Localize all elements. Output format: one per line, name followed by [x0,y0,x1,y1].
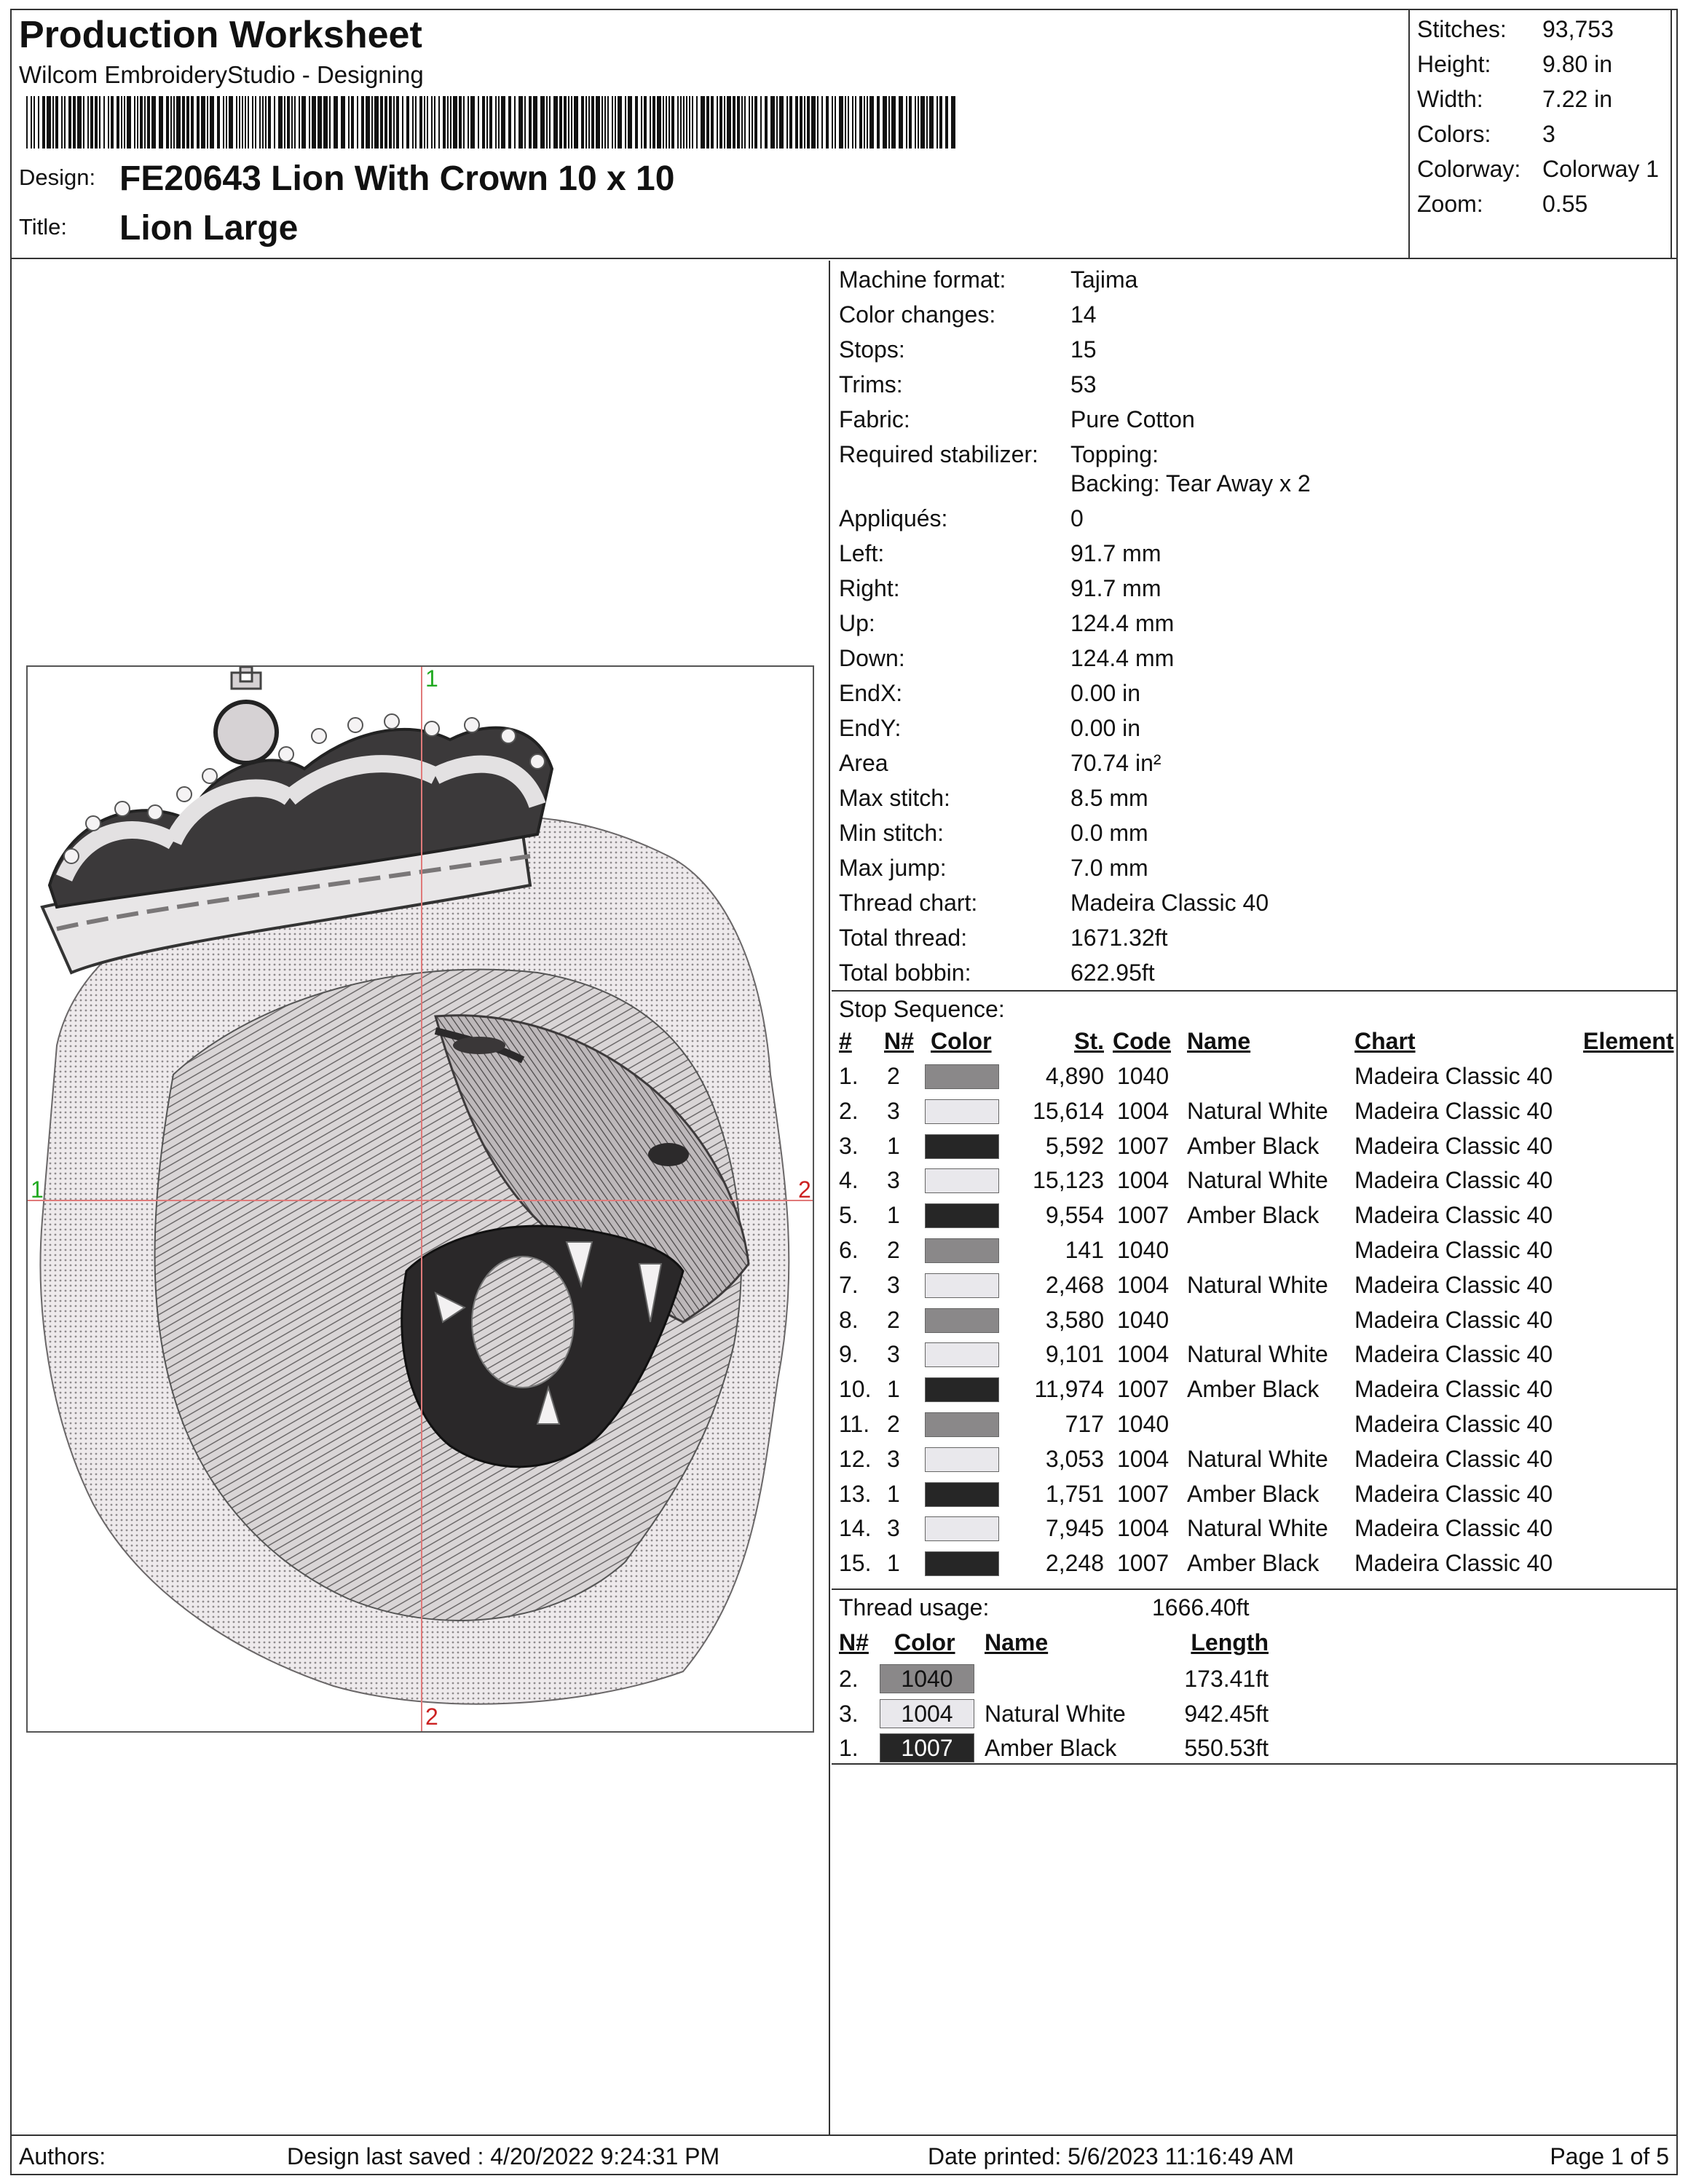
info-label: Total bobbin: [839,960,971,986]
stop-stitches: 15,614 [1033,1097,1104,1124]
software-name: Wilcom EmbroideryStudio - Designing [19,61,424,88]
stop-code: 1007 [1117,1132,1170,1159]
stat-row [1417,16,1614,43]
stop-number: 9. [839,1341,859,1368]
stop-number: 8. [839,1306,859,1333]
stop-code: 1007 [1117,1202,1170,1229]
design-name: FE20643 Lion With Crown 10 x 10 [119,159,675,198]
info-label: Trims: [839,371,903,397]
stop-chart: Madeira Classic 40 [1354,1063,1553,1089]
design-stats [1408,10,1676,259]
info-value: Tajima [1070,266,1138,293]
stop-code: 1007 [1117,1550,1170,1577]
stat-label: Height: [1417,51,1491,77]
stat-value: 9.80 in [1542,51,1613,77]
col-header-chart: Chart [1354,1028,1416,1054]
info-value: Madeira Classic 40 [1070,890,1269,916]
info-value: 15 [1070,336,1097,363]
stop-name: Amber Black [1187,1376,1320,1403]
stop-stitches: 11,974 [1034,1376,1104,1403]
stop-stitches: 9,101 [1045,1341,1104,1368]
stat-row [1417,121,1555,148]
info-label: EndX: [839,680,903,706]
stop-chart: Madeira Classic 40 [1354,1341,1553,1368]
usage-header-color: Color [894,1629,955,1655]
thread-color-swatch [925,1238,999,1263]
stat-value: Colorway 1 [1542,156,1660,182]
info-value: 0 [1070,505,1084,531]
stat-value: 0.55 [1542,191,1588,217]
stop-chart: Madeira Classic 40 [1354,1411,1553,1437]
thread-color-swatch [925,1342,999,1367]
usage-length: 550.53ft [1184,1735,1269,1761]
marker-top: 1 [425,665,438,692]
stop-chart: Madeira Classic 40 [1354,1237,1553,1263]
thread-color-swatch [925,1308,999,1333]
stop-code: 1007 [1117,1376,1170,1403]
thread-color-swatch [925,1447,999,1472]
stop-chart: Madeira Classic 40 [1354,1167,1553,1194]
stat-value: 93,753 [1542,16,1614,42]
stop-thread-n: 3 [887,1445,900,1472]
stop-code: 1004 [1117,1515,1170,1542]
stop-number: 1. [839,1063,859,1089]
marker-bottom: 2 [425,1704,438,1730]
info-value: 124.4 mm [1070,645,1175,671]
stop-thread-n: 3 [887,1097,900,1124]
stat-value: 3 [1542,121,1555,147]
info-label: Appliqués: [839,505,948,531]
info-label: Left: [839,540,885,566]
usage-thread-n: 2. [839,1666,859,1692]
usage-length: 942.45ft [1184,1700,1269,1727]
page-number: Page 1 of 5 [1550,2143,1669,2169]
stat-label: Colorway: [1417,156,1521,182]
usage-header-name: Name [985,1629,1049,1655]
design-title: Lion Large [119,209,299,248]
col-header-n: N# [884,1028,914,1054]
stat-label: Width: [1417,86,1483,112]
worksheet-header [12,10,1676,259]
stop-number: 14. [839,1515,872,1542]
thread-color-swatch [925,1412,999,1437]
design-info-panel [832,261,1676,2134]
stop-thread-n: 3 [887,1341,900,1368]
info-value: Pure Cotton [1070,406,1195,432]
stop-code: 1040 [1117,1411,1170,1437]
info-label: Machine format: [839,266,1006,293]
thread-color-swatch [925,1064,999,1089]
info-value: 7.0 mm [1070,855,1148,881]
col-header-number: # [839,1028,852,1054]
thread-color-swatch [925,1482,999,1507]
usage-header-n: N# [839,1629,869,1655]
info-value: 0.00 in [1070,680,1141,706]
stop-stitches: 3,580 [1045,1306,1104,1333]
info-value: 622.95ft [1070,960,1155,986]
stop-stitches: 5,592 [1045,1132,1104,1159]
thread-color-chip: 1004 [880,1699,974,1728]
stop-stitches: 4,890 [1045,1063,1104,1089]
stop-sequence-title: Stop Sequence: [839,996,1005,1022]
stop-number: 12. [839,1445,872,1472]
marker-right: 2 [798,1176,811,1203]
stop-name: Amber Black [1187,1550,1320,1577]
stat-row [1417,156,1659,183]
stat-label: Stitches: [1417,16,1507,42]
lion-crown-embroidery-image [28,667,814,1733]
info-label: Area [839,750,888,776]
stop-number: 2. [839,1097,859,1124]
thread-color-swatch [925,1134,999,1159]
last-saved: Design last saved : 4/20/2022 9:24:31 PM [287,2143,720,2169]
info-label: Required stabilizer: [839,441,1038,467]
info-label: Up: [839,610,875,636]
info-label: Min stitch: [839,820,944,846]
stop-thread-n: 3 [887,1271,900,1298]
worksheet-footer [12,2134,1676,2175]
thread-color-swatch [925,1551,999,1576]
stop-stitches: 141 [1065,1237,1104,1263]
stop-name: Natural White [1187,1341,1328,1368]
col-header-color: Color [931,1028,992,1054]
stop-thread-n: 1 [887,1550,900,1577]
info-value: 0.0 mm [1070,820,1148,846]
stop-number: 6. [839,1237,859,1263]
stop-stitches: 717 [1065,1411,1104,1437]
stop-stitches: 7,945 [1045,1515,1104,1542]
stop-thread-n: 2 [887,1306,900,1333]
stop-thread-n: 2 [887,1063,900,1089]
stop-stitches: 2,248 [1045,1550,1104,1577]
stop-name: Natural White [1187,1097,1328,1124]
barcode [26,96,958,149]
stop-number: 4. [839,1167,859,1194]
stop-code: 1004 [1117,1167,1170,1194]
stop-stitches: 15,123 [1033,1167,1104,1194]
info-label: Max jump: [839,855,947,881]
stop-chart: Madeira Classic 40 [1354,1376,1553,1403]
stop-code: 1004 [1117,1271,1170,1298]
stop-name: Amber Black [1187,1480,1320,1507]
stop-code: 1004 [1117,1341,1170,1368]
stop-name: Natural White [1187,1271,1328,1298]
info-label: Total thread: [839,925,968,951]
design-preview-panel [12,261,830,2134]
info-value: 70.74 in² [1070,750,1162,776]
stop-code: 1007 [1117,1480,1170,1507]
info-value: 0.00 in [1070,715,1141,741]
stop-chart: Madeira Classic 40 [1354,1480,1553,1507]
thread-color-swatch [925,1516,999,1541]
stop-number: 15. [839,1550,872,1577]
page-title: Production Worksheet [19,14,422,56]
stop-code: 1004 [1117,1445,1170,1472]
info-label: Thread chart: [839,890,978,916]
usage-name: Amber Black [985,1735,1117,1761]
stat-value: 7.22 in [1542,86,1613,112]
stop-chart: Madeira Classic 40 [1354,1306,1553,1333]
col-header-element: Element [1583,1028,1674,1054]
thread-usage-total: 1666.40ft [1152,1594,1250,1621]
stop-chart: Madeira Classic 40 [1354,1202,1553,1229]
stop-chart: Madeira Classic 40 [1354,1132,1553,1159]
stop-name: Natural White [1187,1445,1328,1472]
stop-thread-n: 1 [887,1480,900,1507]
design-preview [26,665,814,1733]
stop-name: Natural White [1187,1515,1328,1542]
stop-stitches: 1,751 [1045,1480,1104,1507]
info-label: Color changes: [839,301,996,328]
stop-stitches: 2,468 [1045,1271,1104,1298]
stop-chart: Madeira Classic 40 [1354,1550,1553,1577]
stop-number: 5. [839,1202,859,1229]
stat-label: Zoom: [1417,191,1483,217]
thread-color-chip: 1007 [880,1733,974,1762]
stop-number: 11. [839,1411,870,1437]
stop-chart: Madeira Classic 40 [1354,1515,1553,1542]
stop-thread-n: 1 [887,1132,900,1159]
info-value: Topping: [1070,441,1159,467]
info-value: 14 [1070,301,1097,328]
info-label: EndY: [839,715,902,741]
stop-chart: Madeira Classic 40 [1354,1445,1553,1472]
worksheet-page [10,9,1678,2175]
title-label: Title: [19,214,68,240]
usage-header-length: Length [1191,1629,1269,1655]
usage-name: Natural White [985,1700,1126,1727]
thread-color-swatch [925,1168,999,1193]
info-value: 91.7 mm [1070,540,1162,566]
stop-number: 3. [839,1132,859,1159]
stop-thread-n: 3 [887,1515,900,1542]
info-value: 53 [1070,371,1097,397]
thread-color-swatch [925,1203,999,1228]
thread-color-swatch [925,1099,999,1124]
info-label: Stops: [839,336,905,363]
stop-code: 1040 [1117,1063,1170,1089]
stop-stitches: 9,554 [1045,1202,1104,1229]
marker-left: 1 [31,1176,44,1203]
stop-chart: Madeira Classic 40 [1354,1097,1553,1124]
stat-row [1417,86,1612,113]
usage-length: 173.41ft [1184,1666,1269,1692]
stop-number: 13. [839,1480,872,1507]
thread-color-chip: 1040 [880,1664,974,1693]
info-value: 91.7 mm [1070,575,1162,601]
stop-name: Amber Black [1187,1202,1320,1229]
stop-code: 1004 [1117,1097,1170,1124]
date-printed: Date printed: 5/6/2023 11:16:49 AM [928,2143,1294,2169]
stop-name: Amber Black [1187,1132,1320,1159]
thread-usage-title: Thread usage: [839,1594,990,1621]
info-value-extra: Backing: Tear Away x 2 [1070,470,1311,496]
info-label: Down: [839,645,905,671]
stop-number: 10. [839,1376,872,1403]
stop-code: 1040 [1117,1306,1170,1333]
info-label: Fabric: [839,406,910,432]
stop-thread-n: 3 [887,1167,900,1194]
stop-code: 1040 [1117,1237,1170,1263]
info-label: Right: [839,575,900,601]
authors-label: Authors: [19,2143,106,2169]
stop-name: Natural White [1187,1167,1328,1194]
stop-thread-n: 1 [887,1202,900,1229]
stat-row [1417,191,1588,218]
col-header-name: Name [1187,1028,1251,1054]
info-label: Max stitch: [839,785,950,811]
thread-color-swatch [925,1273,999,1298]
stop-number: 7. [839,1271,859,1298]
col-header-code: Code [1113,1028,1171,1054]
stop-thread-n: 2 [887,1237,900,1263]
stop-chart: Madeira Classic 40 [1354,1271,1553,1298]
info-value: 1671.32ft [1070,925,1168,951]
usage-thread-n: 1. [839,1735,859,1761]
stop-stitches: 3,053 [1045,1445,1104,1472]
info-value: 8.5 mm [1070,785,1148,811]
usage-thread-n: 3. [839,1700,859,1727]
stat-row [1417,51,1612,78]
stat-label: Colors: [1417,121,1491,147]
info-value: 124.4 mm [1070,610,1175,636]
stop-thread-n: 1 [887,1376,900,1403]
stop-thread-n: 2 [887,1411,900,1437]
col-header-stitches: St. [1074,1028,1104,1054]
thread-color-swatch [925,1377,999,1402]
design-label: Design: [19,165,96,190]
